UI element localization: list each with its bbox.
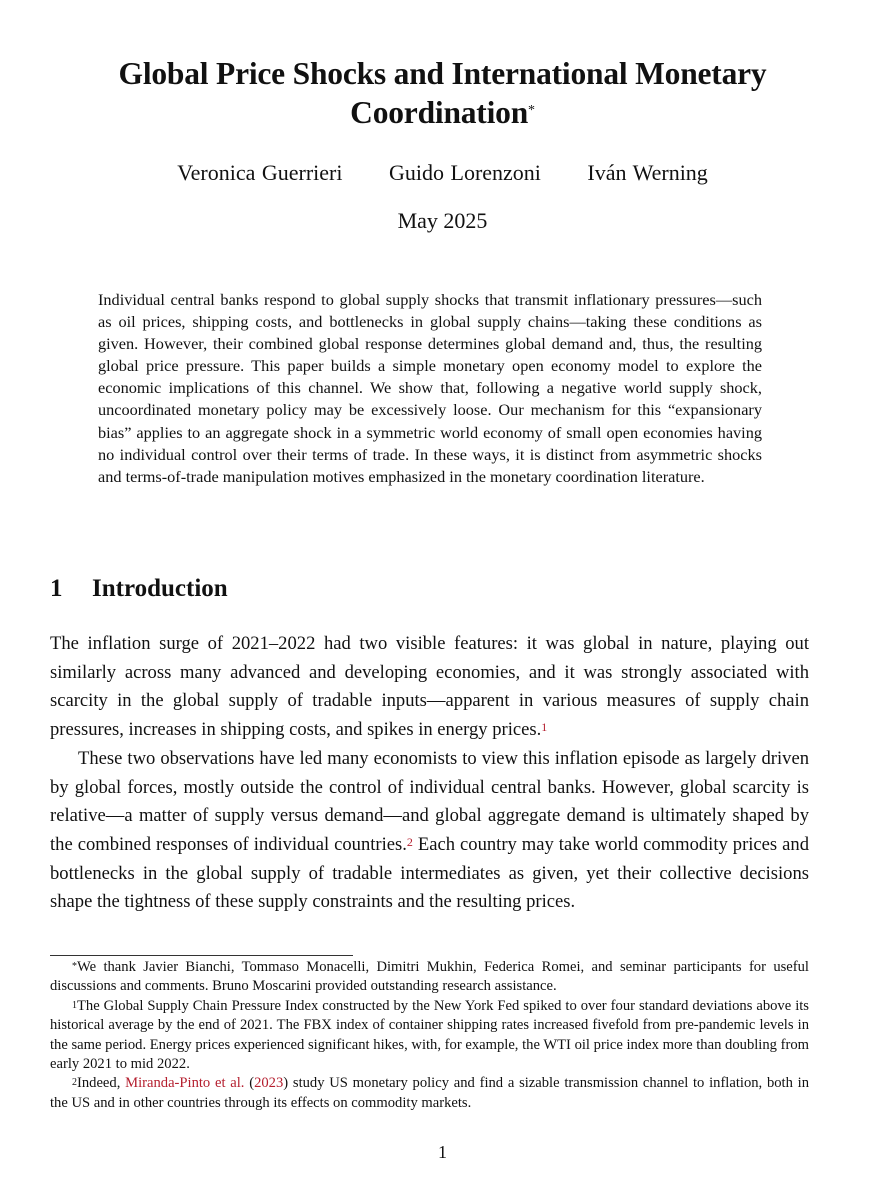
footnote-divider bbox=[50, 955, 353, 956]
footnote-text: ( bbox=[244, 1075, 255, 1092]
footnote-text: Indeed, bbox=[77, 1075, 126, 1092]
section-title: Introduction bbox=[92, 575, 228, 602]
page-number: 1 bbox=[438, 1142, 447, 1162]
footnote-ref[interactable]: 2 bbox=[406, 834, 413, 849]
footnote bbox=[50, 997, 809, 1075]
title-footnote-marker[interactable]: * bbox=[528, 103, 535, 118]
section-number: 1 bbox=[50, 575, 63, 602]
author-name: Veronica Guerrieri bbox=[177, 160, 343, 185]
author-name: Guido Lorenzoni bbox=[389, 160, 541, 185]
footnote-text: study US monetary policy and find a sizable transmission channel to inflation, both in the US and in other countries through its effects on commodity markets. bbox=[50, 1075, 809, 1111]
footnote-text: The Global Supply Chain Pressure Index constructed by the New York Fed spiked to over four standard deviations above its historical average by the end of 2021. The FBX index of container shipping rates increased fivefold from pre-pandemic levels in the same period. Energy prices experienced significant hikes, with, for example, the WTI oil price index more than doubling from early 2021 to mid 2022. bbox=[50, 997, 809, 1073]
paragraph-text: The inflation surge of 2021–2022 had two visible features: it was global in nature, playing out similarly across many advanced and developing economies, and it was strongly associated with scarcity in the global supply of tradable inputs—apparent in various measures of supply chain pressures, increases in shipping costs, and spikes in energy prices. bbox=[50, 633, 809, 741]
citation-link-authors[interactable]: Miranda-Pinto et al. bbox=[125, 1075, 245, 1092]
publication-date: May 2025 bbox=[397, 208, 488, 233]
paragraph bbox=[50, 630, 809, 745]
author-list bbox=[0, 158, 885, 188]
footnote-ref[interactable]: 1 bbox=[541, 720, 548, 735]
footnote-text: ) bbox=[283, 1075, 289, 1092]
author-name: Iván Werning bbox=[587, 160, 708, 185]
footnote-mark: 2 bbox=[72, 1077, 77, 1089]
body-text bbox=[50, 630, 809, 917]
footnote-mark: * bbox=[72, 961, 77, 972]
paragraph-text: These two observations have led many economists to view this inflation episode as largely driven by global forces, mostly outside the control of individual central banks. However, global scarcity is relative—a matter of supply versus demand—and global aggregate demand is ultimately shaped by the combined responses of individual countries. bbox=[50, 747, 809, 855]
footnote-mark: 1 bbox=[72, 999, 77, 1011]
citation-link-year[interactable]: 2023 bbox=[254, 1075, 284, 1092]
footnote-text: We thank Javier Bianchi, Tommaso Monacelli, Dimitri Mukhin, Federica Romei, and seminar participants for useful discussions and comments. Bruno Moscarini provided outstanding research assistance. bbox=[50, 959, 809, 995]
paragraph-text: Each country may take world commodity prices and bottlenecks in the global supply of tradable intermediates as given, yet their collective decisions shape the tightness of these supply constraints and the resulting prices. bbox=[50, 833, 809, 913]
footnotes bbox=[50, 958, 809, 1113]
section-heading bbox=[50, 572, 228, 606]
footnote bbox=[50, 1074, 809, 1113]
footnote bbox=[50, 958, 809, 997]
paper-title bbox=[40, 54, 845, 132]
paragraph bbox=[50, 745, 809, 917]
abstract: Individual central banks respond to global supply shocks that transmit inflationary pressures—such as oil prices, shipping costs, and bottlenecks in global supply chains—taking these conditions as given. However, their combined global response determines global demand and, thus, the resulting global price pressure. This paper builds a simple monetary open economy model to explore the economic implications of this channel. We show that, following a negative world supply shock, uncoordinated monetary policy may be excessively loose. Our mechanism for this “expansionary bias” applies to an aggregate shock in a symmetric world economy of small open economies having no individual control over their terms of trade. In these ways, it is distinct from asymmetric shocks and terms-of-trade manipulation motives emphasized in the monetary coordination literature. bbox=[98, 290, 762, 486]
paper-title-text: Global Price Shocks and International Monetary Coordination bbox=[118, 56, 767, 130]
